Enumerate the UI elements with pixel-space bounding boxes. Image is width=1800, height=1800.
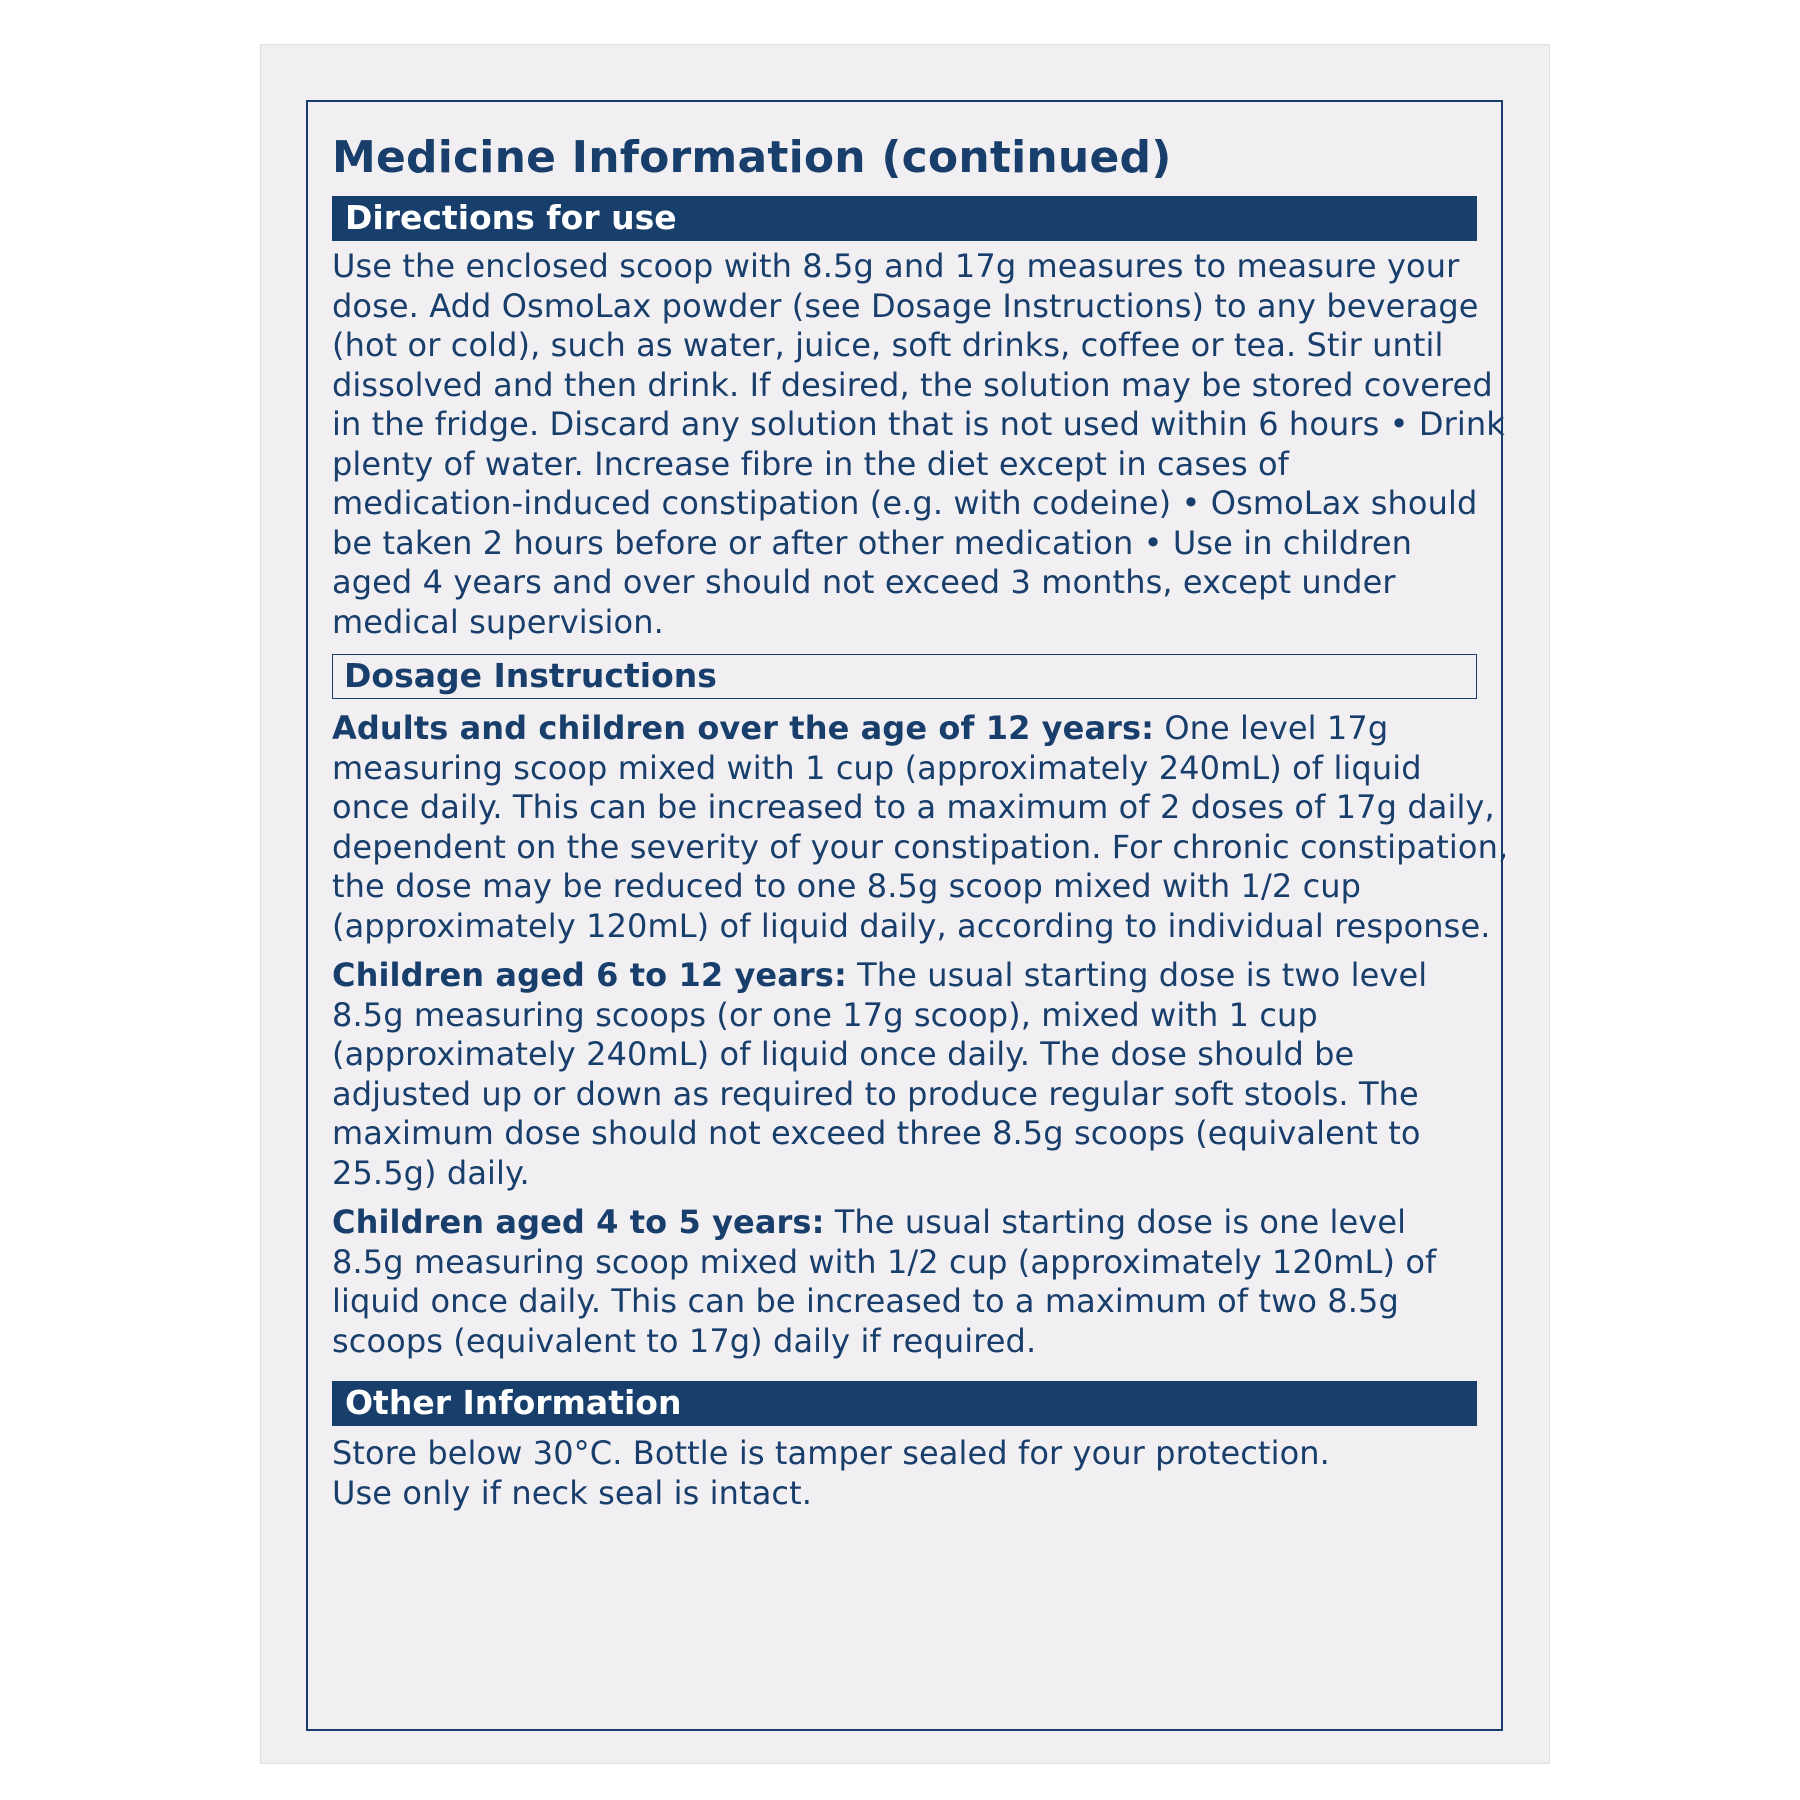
other-info-heading: Other Information	[332, 1381, 1477, 1426]
text-line: aged 4 years and over should not exceed 3 months, except under	[332, 563, 1396, 601]
dosage-heading: Dosage Instructions	[332, 654, 1477, 699]
info-content	[332, 130, 1509, 1513]
carton-side-panel	[260, 44, 1550, 1764]
dosage-children-6-12-lead: Children aged 6 to 12 years:	[332, 956, 847, 994]
text-line: 25.5g) daily.	[332, 1153, 530, 1192]
text-line: dissolved and then drink. If desired, the solution may be stored covered	[332, 365, 1493, 404]
text-line: 8.5g measuring scoop mixed with 1/2 cup (approximately 120mL) of	[332, 1242, 1437, 1281]
dosage-adults-first: One level 17g	[1154, 709, 1389, 747]
text-line: plenty of water. Increase fibre in the diet except in cases of	[332, 444, 1290, 483]
dosage-children-4-5-first: The usual starting dose is one level	[824, 1203, 1407, 1241]
text-line: (hot or cold), such as water, juice, soft drinks, coffee or tea. Stir until	[332, 326, 1444, 364]
text-line	[332, 956, 1477, 996]
text-line: scoops (equivalent to 17g) daily if required.	[332, 1321, 1037, 1360]
info-panel-border	[306, 100, 1509, 1731]
dosage-children-6-12-first: The usual starting dose is two level	[846, 956, 1428, 994]
dosage-adults	[332, 709, 1509, 946]
text-line: medical supervision.	[332, 602, 664, 641]
text-line	[332, 1203, 1477, 1243]
text-line	[332, 709, 1477, 749]
text-line: the dose may be reduced to one 8.5g scoop mixed with 1/2 cup	[332, 867, 1362, 905]
text-line: dose. Add OsmoLax powder (see Dosage Instructions) to any beverage	[332, 286, 1479, 325]
text-line: liquid once daily. This can be increased to a maximum of two 8.5g	[332, 1282, 1399, 1320]
text-line: (approximately 120mL) of liquid daily, according to individual response.	[332, 906, 1491, 945]
text-line: be taken 2 hours before or after other medication • Use in children	[332, 523, 1413, 562]
dosage-adults-lead: Adults and children over the age of 12 years:	[332, 709, 1155, 747]
other-info-text	[332, 1434, 1477, 1513]
dosage-children-4-5	[332, 1203, 1477, 1361]
text-line: Store below 30°C. Bottle is tamper sealed for your protection.	[332, 1434, 1330, 1472]
text-line: measuring scoop mixed with 1 cup (approximately 240mL) of liquid	[332, 748, 1422, 787]
dosage-children-4-5-lead: Children aged 4 to 5 years:	[332, 1203, 825, 1241]
text-line: in the fridge. Discard any solution that is not used within 6 hours • Drink	[332, 405, 1505, 443]
text-line: dependent on the severity of your constipation. For chronic constipation,	[332, 827, 1509, 866]
text-line: adjusted up or down as required to produce regular soft stools. The	[332, 1074, 1419, 1113]
dosage-children-6-12	[332, 956, 1477, 1193]
text-line: once daily. This can be increased to a maximum of 2 doses of 17g daily,	[332, 788, 1495, 826]
text-line: 8.5g measuring scoops (or one 17g scoop), mixed with 1 cup	[332, 995, 1318, 1034]
page-title: Medicine Information (continued)	[332, 132, 1172, 183]
text-line: Use only if neck seal is intact.	[332, 1473, 813, 1512]
text-line: Use the enclosed scoop with 8.5g and 17g measures to measure your	[332, 247, 1460, 285]
text-line: (approximately 240mL) of liquid once daily. The dose should be	[332, 1035, 1355, 1073]
text-line: maximum dose should not exceed three 8.5g scoops (equivalent to	[332, 1114, 1421, 1152]
text-line: medication-induced constipation (e.g. with codeine) • OsmoLax should	[332, 484, 1478, 522]
directions-text	[332, 247, 1505, 642]
directions-heading: Directions for use	[332, 196, 1477, 241]
